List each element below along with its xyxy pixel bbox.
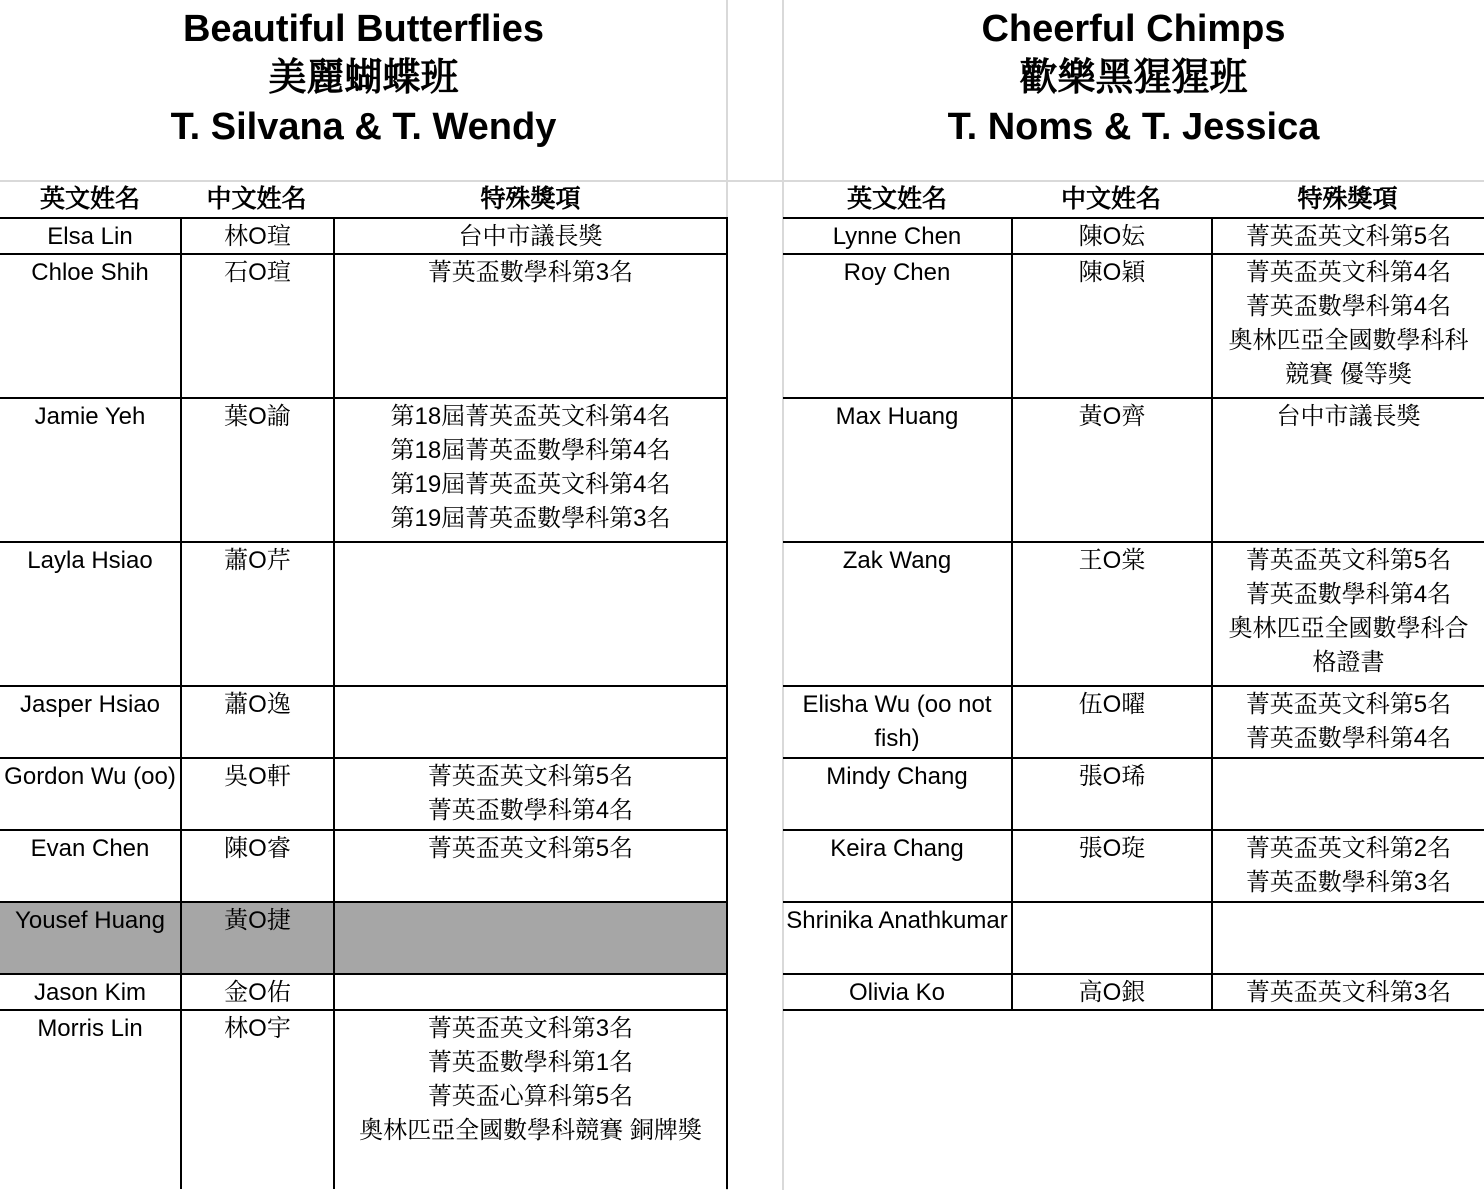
award-item: 菁英盃數學科第4名 bbox=[1245, 581, 1452, 608]
awards-cell bbox=[333, 831, 728, 901]
chinese-name-cell: 黃O齊 bbox=[1011, 399, 1211, 541]
left-class-title bbox=[0, 0, 727, 180]
chinese-name-cell: 張O琋 bbox=[1011, 759, 1211, 829]
left-column-headers bbox=[0, 181, 728, 219]
chinese-name-cell: 金O佑 bbox=[180, 975, 333, 1009]
award-item: 菁英盃數學科第3名 bbox=[427, 259, 634, 286]
award-item: 菁英盃數學科第4名 bbox=[427, 797, 634, 824]
english-name-cell: Chloe Shih bbox=[31, 259, 149, 286]
english-name-cell: Elisha Wu (oo not fish) bbox=[802, 691, 992, 752]
english-name-cell: Mindy Chang bbox=[826, 763, 968, 790]
awards-cell bbox=[333, 219, 728, 253]
student-row bbox=[0, 543, 728, 687]
student-row bbox=[0, 759, 728, 831]
award-item: 奧林匹亞全國數學科競賽 銅牌獎 bbox=[359, 1117, 702, 1144]
right-column-headers bbox=[783, 181, 1484, 219]
chinese-name-cell: 陳O睿 bbox=[180, 831, 333, 901]
chinese-name-cell: 張O琁 bbox=[1011, 831, 1211, 901]
award-item: 菁英盃英文科第5名 bbox=[427, 763, 634, 790]
award-item: 菁英盃英文科第5名 bbox=[1245, 547, 1452, 574]
chinese-name-cell: 蕭O逸 bbox=[180, 687, 333, 757]
chinese-name-cell: 高O銀 bbox=[1011, 975, 1211, 1009]
award-item: 菁英盃數學科第4名 bbox=[1245, 293, 1452, 320]
english-name-cell: Max Huang bbox=[835, 403, 959, 430]
student-row bbox=[0, 831, 728, 903]
awards-cell bbox=[333, 399, 728, 541]
english-name-cell: Keira Chang bbox=[830, 835, 964, 862]
awards-cell bbox=[333, 903, 728, 973]
english-name-cell: Layla Hsiao bbox=[27, 547, 153, 574]
award-item: 菁英盃數學科第4名 bbox=[1245, 725, 1452, 752]
student-row bbox=[0, 1011, 728, 1189]
left-class-panel bbox=[0, 0, 727, 180]
class-teachers: T. Silvana & T. Wendy bbox=[170, 106, 557, 148]
awards-cell bbox=[1211, 687, 1484, 757]
awards-cell bbox=[1211, 903, 1484, 973]
header-english-name: 英文姓名 bbox=[846, 185, 947, 213]
award-item: 菁英盃數學科第1名 bbox=[427, 1049, 634, 1076]
left-student-table bbox=[0, 219, 728, 1189]
awards-cell bbox=[333, 687, 728, 757]
award-item: 菁英盃數學科第3名 bbox=[1245, 869, 1452, 896]
awards-cell bbox=[333, 975, 728, 1009]
header-english-name: 英文姓名 bbox=[39, 185, 140, 213]
english-name-cell: Zak Wang bbox=[842, 547, 952, 574]
english-name-cell: Olivia Ko bbox=[848, 979, 946, 1006]
chinese-name-cell: 林O宇 bbox=[180, 1011, 333, 1189]
class-teachers: T. Noms & T. Jessica bbox=[947, 106, 1320, 148]
award-item: 菁英盃英文科第4名 bbox=[1245, 259, 1452, 286]
student-row bbox=[783, 831, 1484, 903]
english-name-cell: Jasper Hsiao bbox=[19, 691, 161, 718]
chinese-name-cell: 蕭O芹 bbox=[180, 543, 333, 685]
english-name-cell: Evan Chen bbox=[30, 835, 150, 862]
awards-cell bbox=[333, 255, 728, 397]
english-name-cell: Shrinika Anathkumar bbox=[786, 907, 1008, 934]
header-chinese-name: 中文姓名 bbox=[206, 185, 307, 213]
student-row bbox=[783, 399, 1484, 543]
right-class-panel bbox=[783, 0, 1484, 180]
student-row bbox=[0, 687, 728, 759]
student-row bbox=[0, 975, 728, 1011]
chinese-name-cell: 陳O穎 bbox=[1011, 255, 1211, 397]
english-name-cell: Elsa Lin bbox=[47, 223, 133, 250]
awards-cell bbox=[1211, 399, 1484, 541]
award-item: 第18屆菁英盃數學科第4名 bbox=[390, 437, 671, 464]
award-item: 菁英盃英文科第5名 bbox=[427, 835, 634, 862]
awards-cell bbox=[1211, 543, 1484, 685]
awards-cell bbox=[333, 1011, 728, 1189]
award-item: 第19屆菁英盃英文科第4名 bbox=[390, 471, 671, 498]
student-row bbox=[0, 399, 728, 543]
english-name-cell: Morris Lin bbox=[37, 1015, 143, 1042]
award-item: 菁英盃英文科第5名 bbox=[1245, 223, 1452, 250]
header-chinese-name: 中文姓名 bbox=[1060, 185, 1161, 213]
awards-cell bbox=[1211, 255, 1484, 397]
awards-cell bbox=[1211, 975, 1484, 1009]
student-row bbox=[783, 219, 1484, 255]
award-item: 奧林匹亞全國數學科合 bbox=[1228, 615, 1469, 642]
english-name-cell: Lynne Chen bbox=[832, 223, 962, 250]
english-name-cell: Jason Kim bbox=[33, 979, 147, 1006]
right-class-title bbox=[783, 0, 1484, 180]
award-item: 菁英盃英文科第3名 bbox=[427, 1015, 634, 1042]
chinese-name-cell: 石O瑄 bbox=[180, 255, 333, 397]
award-item: 菁英盃英文科第2名 bbox=[1245, 835, 1452, 862]
chinese-name-cell: 陳O妘 bbox=[1011, 219, 1211, 253]
award-item: 菁英盃英文科第5名 bbox=[1245, 691, 1452, 718]
student-row bbox=[783, 759, 1484, 831]
awards-cell bbox=[333, 543, 728, 685]
award-item: 菁英盃心算科第5名 bbox=[427, 1083, 634, 1110]
student-row bbox=[0, 903, 728, 975]
header-awards: 特殊獎項 bbox=[1297, 185, 1398, 213]
awards-cell bbox=[333, 759, 728, 829]
awards-cell bbox=[1211, 831, 1484, 901]
class-name-chinese: 美麗蝴蝶班 bbox=[268, 57, 459, 99]
award-item: 格證書 bbox=[1312, 649, 1385, 676]
chinese-name-cell: 伍O曜 bbox=[1011, 687, 1211, 757]
student-row bbox=[783, 975, 1484, 1011]
english-name-cell: Roy Chen bbox=[843, 259, 951, 286]
english-name-cell: Jamie Yeh bbox=[34, 403, 146, 430]
award-item: 台中市議長獎 bbox=[458, 223, 603, 250]
student-row bbox=[783, 687, 1484, 759]
chinese-name-cell bbox=[1011, 903, 1211, 973]
chinese-name-cell: 林O瑄 bbox=[180, 219, 333, 253]
class-name-chinese: 歡樂黑猩猩班 bbox=[1019, 57, 1248, 99]
student-row bbox=[783, 903, 1484, 975]
right-student-table bbox=[783, 219, 1484, 1011]
class-name-english: Cheerful Chimps bbox=[981, 8, 1286, 50]
award-item: 菁英盃英文科第3名 bbox=[1245, 979, 1452, 1006]
student-row bbox=[0, 255, 728, 399]
awards-cell bbox=[1211, 759, 1484, 829]
header-awards: 特殊獎項 bbox=[480, 185, 581, 213]
chinese-name-cell: 王O棠 bbox=[1011, 543, 1211, 685]
awards-cell bbox=[1211, 219, 1484, 253]
english-name-cell: Yousef Huang bbox=[0, 903, 180, 973]
student-row bbox=[783, 543, 1484, 687]
english-name-cell: Gordon Wu (oo) bbox=[4, 763, 176, 790]
student-row bbox=[783, 255, 1484, 399]
chinese-name-cell: 黃O捷 bbox=[180, 903, 333, 973]
chinese-name-cell: 吳O軒 bbox=[180, 759, 333, 829]
award-item: 台中市議長獎 bbox=[1276, 403, 1421, 430]
chinese-name-cell: 葉O諭 bbox=[180, 399, 333, 541]
class-name-english: Beautiful Butterflies bbox=[182, 8, 545, 50]
award-item: 競賽 優等獎 bbox=[1285, 361, 1412, 388]
award-item: 第18屆菁英盃英文科第4名 bbox=[390, 403, 671, 430]
student-row bbox=[0, 219, 728, 255]
award-item: 奧林匹亞全國數學科科 bbox=[1228, 327, 1469, 354]
award-item: 第19屆菁英盃數學科第3名 bbox=[390, 505, 671, 532]
